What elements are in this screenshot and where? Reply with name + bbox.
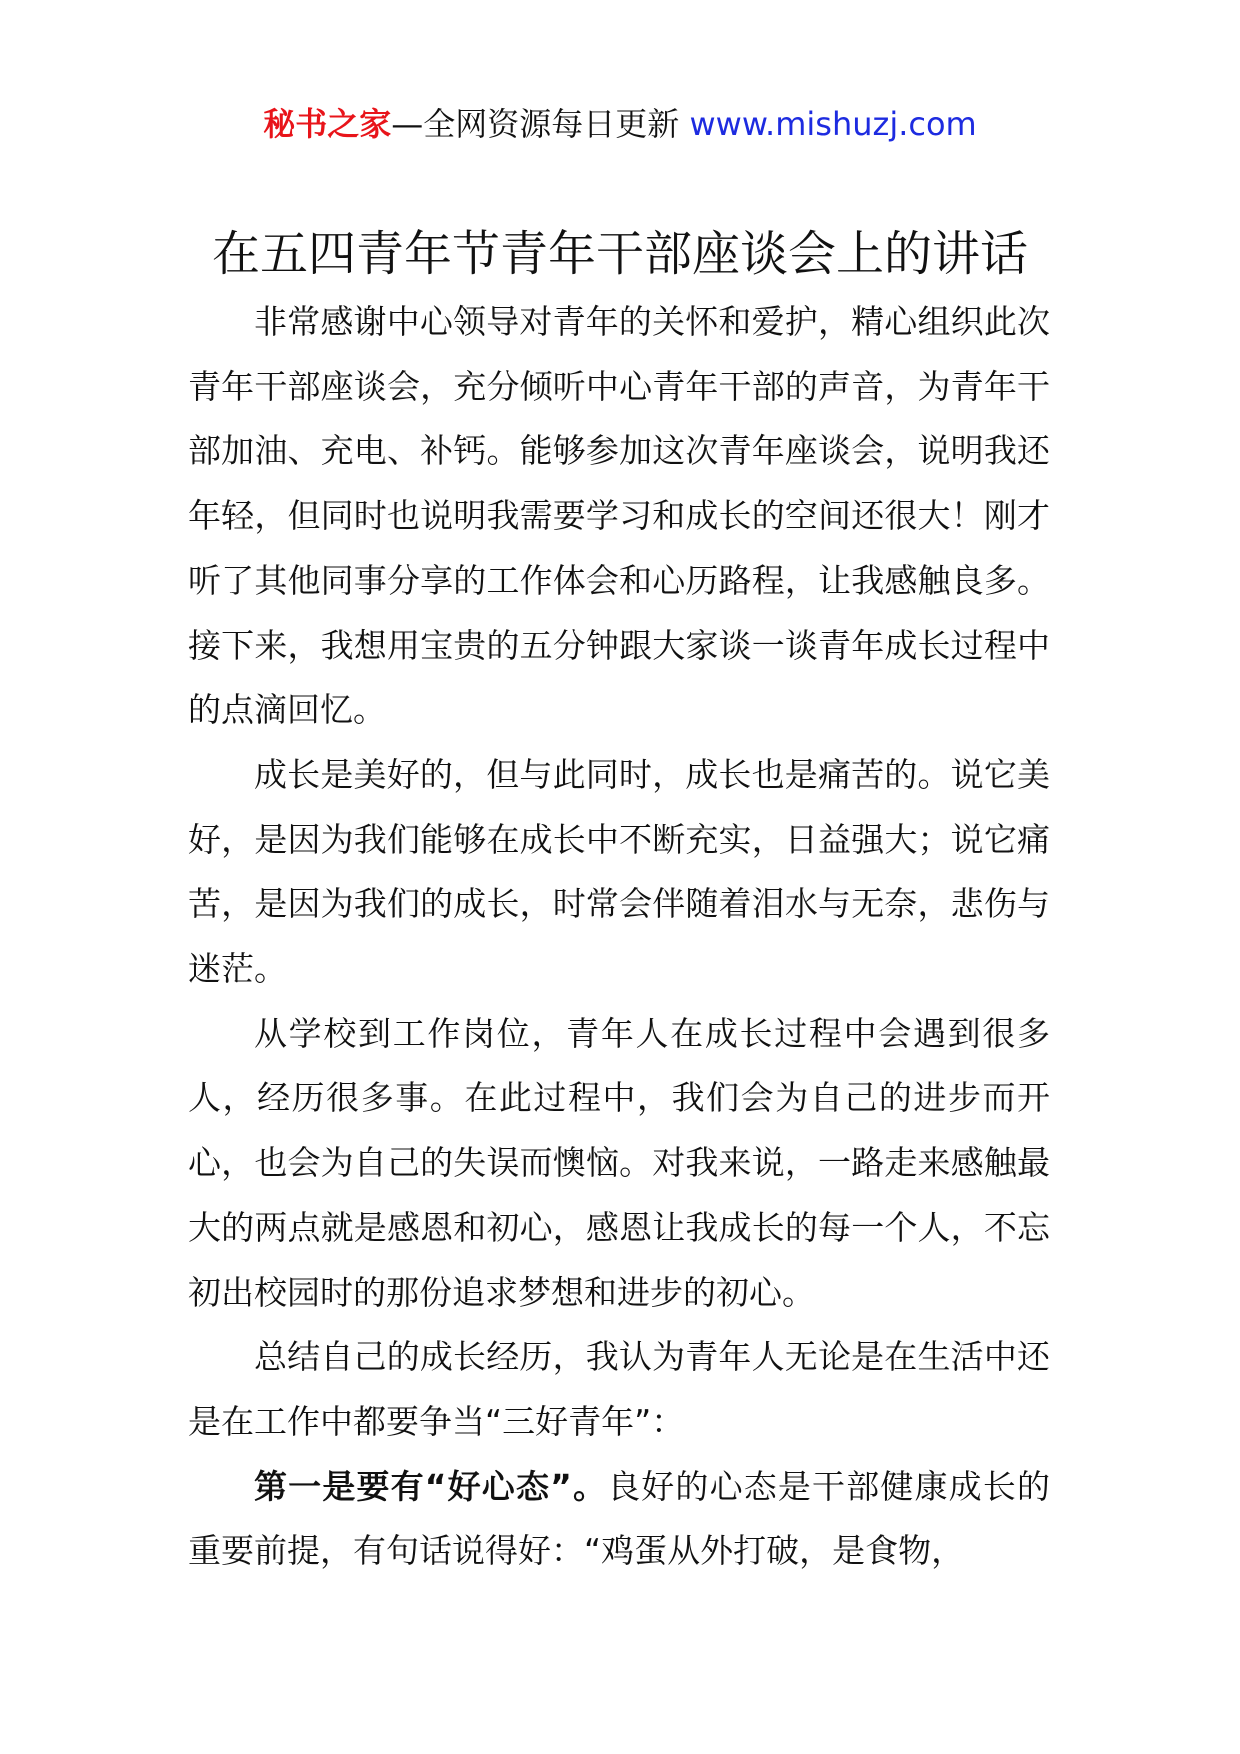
document-body [188, 290, 1050, 1584]
header-tagline: —全网资源每日更新 [391, 105, 690, 143]
paragraph-1: 非常感谢中心领导对青年的关怀和爱护，精心组织此次青年干部座谈会，充分倾听中心青年干部的声音，为青年干部加油、充电、补钙。能够参加这次青年座谈会，说明我还年轻，但同时也说明我需要学习和成长的空间还很大！刚才听了其他同事分享的工作体会和心历路程，让我感触良多。接下来，我想用宝贵的五分钟跟大家谈一谈青年成长过程中的点滴回忆。 [188, 302, 1050, 730]
paragraph-5-bold-lead: 第一是要有“好心态”。 [254, 1466, 608, 1506]
document-title: 在五四青年节青年干部座谈会上的讲话 [211, 226, 1028, 282]
paragraph-3: 从学校到工作岗位，青年人在成长过程中会遇到很多人，经历很多事。在此过程中，我们会为自己的进步而开心，也会为自己的失误而懊恼。对我来说，一路走来感触最大的两点就是感恩和初心，感恩让我成长的每一个人，不忘初出校园时的那份追求梦想和进步的初心。 [188, 1013, 1050, 1312]
paragraph-5 [188, 1455, 1050, 1584]
site-header [0, 100, 1240, 148]
brand-name: 秘书之家 [263, 105, 392, 143]
paragraph-4: 总结自己的成长经历，我认为青年人无论是在生活中还是在工作中都要争当“三好青年”： [188, 1337, 1050, 1441]
paragraph-2: 成长是美好的，但与此同时，成长也是痛苦的。说它美好，是因为我们能够在成长中不断充实，日益强大；说它痛苦，是因为我们的成长，时常会伴随着泪水与无奈，悲伤与迷茫。 [188, 754, 1050, 989]
site-url-link[interactable]: www.mishuzj.com [689, 105, 977, 143]
paragraph-5-text: 良好的心态是干部健康成长的重要前提，有句话说得好：“鸡蛋从外打破，是食物， [188, 1466, 1050, 1571]
